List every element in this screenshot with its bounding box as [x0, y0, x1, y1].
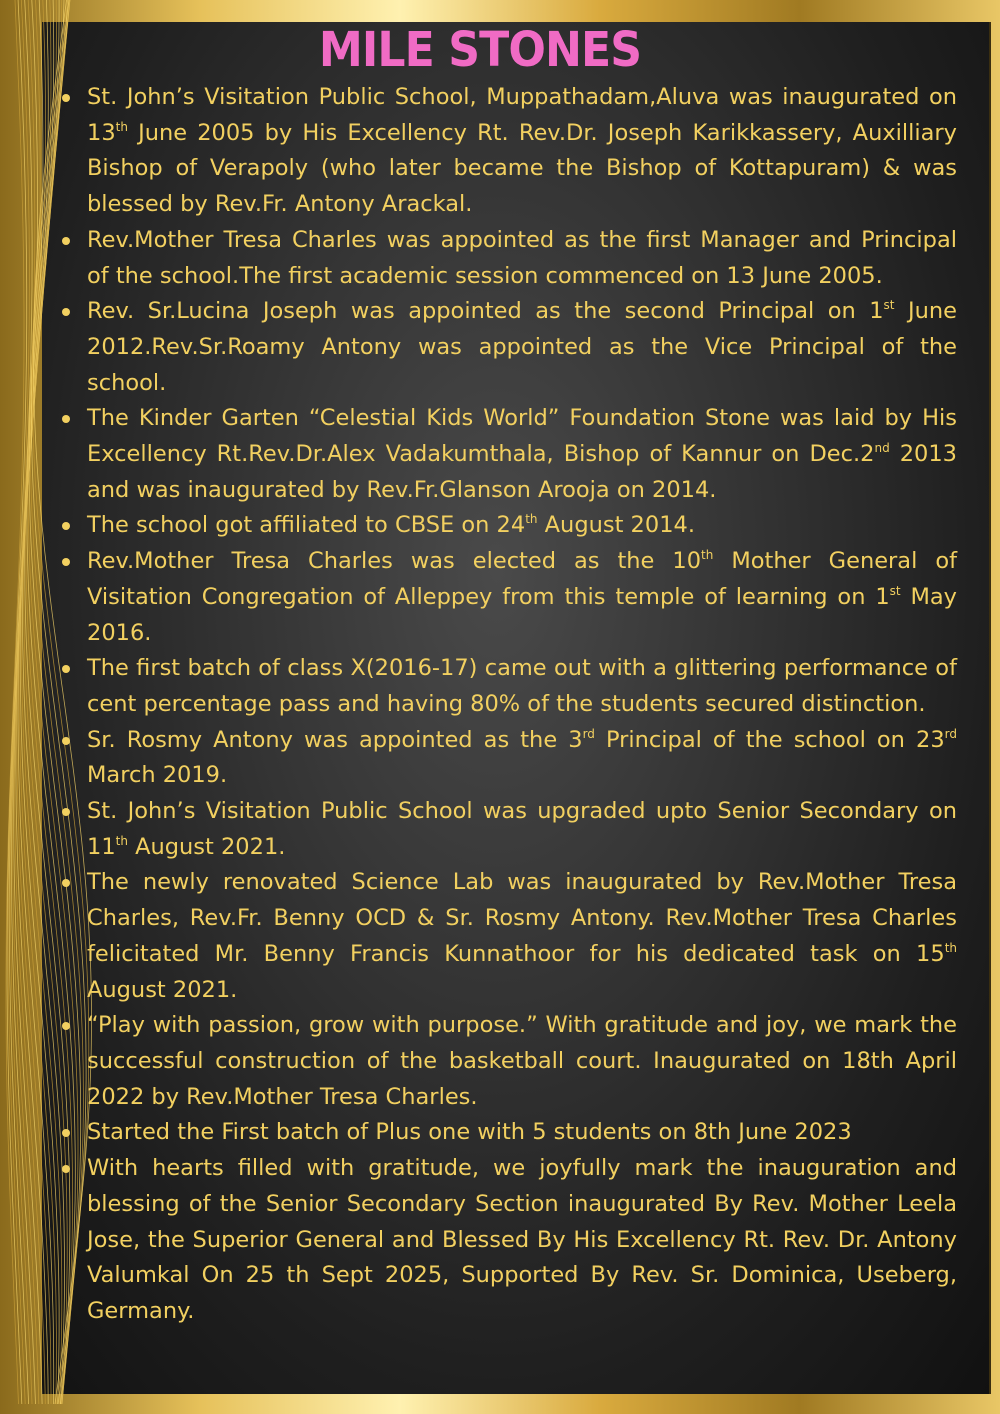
milestone-item	[62, 865, 957, 1008]
milestone-item	[62, 1151, 957, 1330]
milestone-item	[62, 723, 957, 794]
ordinal-suffix: st	[889, 583, 901, 598]
milestone-text: March 2019.	[87, 762, 228, 789]
wave-line	[8, 0, 29, 1404]
milestone-item	[62, 544, 957, 651]
milestone-text: Started the First batch of Plus one with 5 students on 8th June 2023	[87, 1119, 852, 1146]
milestone-text: Sr. Rosmy Antony was appointed as the 3	[87, 726, 583, 753]
milestone-item	[62, 794, 957, 865]
milestone-text: St. John’s Visitation Public School was upgraded upto Senior Secondary on 11	[87, 798, 957, 860]
milestone-text: Rev.Mother Tresa Charles was elected as the 10	[87, 548, 702, 575]
wave-line	[10, 0, 34, 1404]
milestone-text: 2013 and was inaugurated by Rev.Fr.Glanson Arooja on 2014.	[87, 441, 958, 503]
milestone-text: With hearts filled with gratitude, we joyfully mark the inauguration and blessing of the Senior Secondary Section inaugurated By Rev. Mother Leela Jose, the Superior General and Blessed By His Excellency Rt. Rev. Dr. Antony Valumkal On 25 th Sept 2025, Supported By Rev. Sr. Dominica, Useberg, Germany.	[87, 1155, 957, 1324]
milestone-text: May 2016.	[87, 583, 957, 646]
milestone-item	[62, 223, 957, 294]
ordinal-suffix: th	[115, 833, 128, 848]
milestone-item	[62, 508, 957, 544]
ordinal-suffix: th	[944, 940, 957, 955]
ordinal-suffix: nd	[874, 441, 890, 456]
ordinal-suffix: th	[115, 119, 128, 134]
milestone-item	[62, 1008, 957, 1115]
ordinal-suffix: rd	[944, 726, 957, 741]
milestone-text: June 2012.Rev.Sr.Roamy Antony was appointed as the Vice Principal of the school.	[87, 298, 957, 396]
milestone-text: August 2014.	[537, 512, 695, 539]
milestone-text: The newly renovated Science Lab was inaugurated by Rev.Mother Tresa Charles, Rev.Fr. Benny OCD & Sr. Rosmy Antony. Rev.Mother Tresa Charles felicitated Mr. Benny Francis Kunnathoor for his dedicated task on 15	[87, 869, 957, 967]
ordinal-suffix: st	[883, 298, 895, 313]
wave-line	[15, 0, 46, 1404]
milestone-text: The first batch of class X(2016-17) came out with a glittering performance of cent percentage pass and having 80% of the students secured distinction.	[87, 655, 957, 717]
milestone-text: Rev.Mother Tresa Charles was appointed as the first Manager and Principal of the school.The first academic session commenced on 13 June 2005.	[87, 226, 957, 289]
milestone-text: “Play with passion, grow with purpose.” With gratitude and joy, we mark the successful construction of the basketball court. Inaugurated on 18th April 2022 by Rev.Mother Tresa Charles.	[87, 1012, 957, 1110]
milestone-text: August 2021.	[87, 976, 238, 1003]
wave-line	[9, 0, 32, 1404]
wave-line	[12, 0, 38, 1404]
milestone-text: August 2021.	[127, 833, 286, 860]
milestone-text: Mother General of Visitation Congregation of Alleppey from this temple of learning on 1	[87, 548, 958, 610]
milestone-text: Rev. Sr.Lucina Joseph was appointed as the second Principal on 1	[87, 298, 884, 325]
milestone-item	[62, 651, 957, 722]
milestone-item	[62, 80, 957, 223]
milestone-list	[62, 80, 957, 1330]
ordinal-suffix: th	[525, 512, 538, 527]
ordinal-suffix: th	[701, 548, 714, 563]
ordinal-suffix: rd	[582, 726, 595, 741]
page-title: MILE STONES	[318, 22, 642, 78]
wave-line	[7, 0, 27, 1404]
wave-line	[6, 0, 24, 1404]
milestone-item	[62, 1115, 957, 1151]
milestone-text: The school got affiliated to CBSE on 24	[87, 512, 526, 539]
milestone-text: The Kinder Garten “Celestial Kids World” Foundation Stone was laid by His Excellency Rt.Rev.Dr.Alex Vadakumthala, Bishop of Kannur on Dec.2	[87, 405, 957, 468]
milestone-text: Principal of the school on 23	[594, 726, 945, 753]
wave-line	[14, 0, 43, 1404]
milestone-text: June 2005 by His Excellency Rt. Rev.Dr. Joseph Karikkassery, Auxilliary Bishop of Verapoly (who later became the Bishop of Kottapuram) & was blessed by Rev.Fr. Antony Arackal.	[87, 119, 957, 218]
milestone-item	[62, 294, 957, 401]
wave-line	[13, 0, 41, 1404]
milestone-text: St. John’s Visitation Public School, Muppathadam,Aluva was inaugurated on 13	[87, 84, 957, 146]
milestone-item	[62, 401, 957, 508]
